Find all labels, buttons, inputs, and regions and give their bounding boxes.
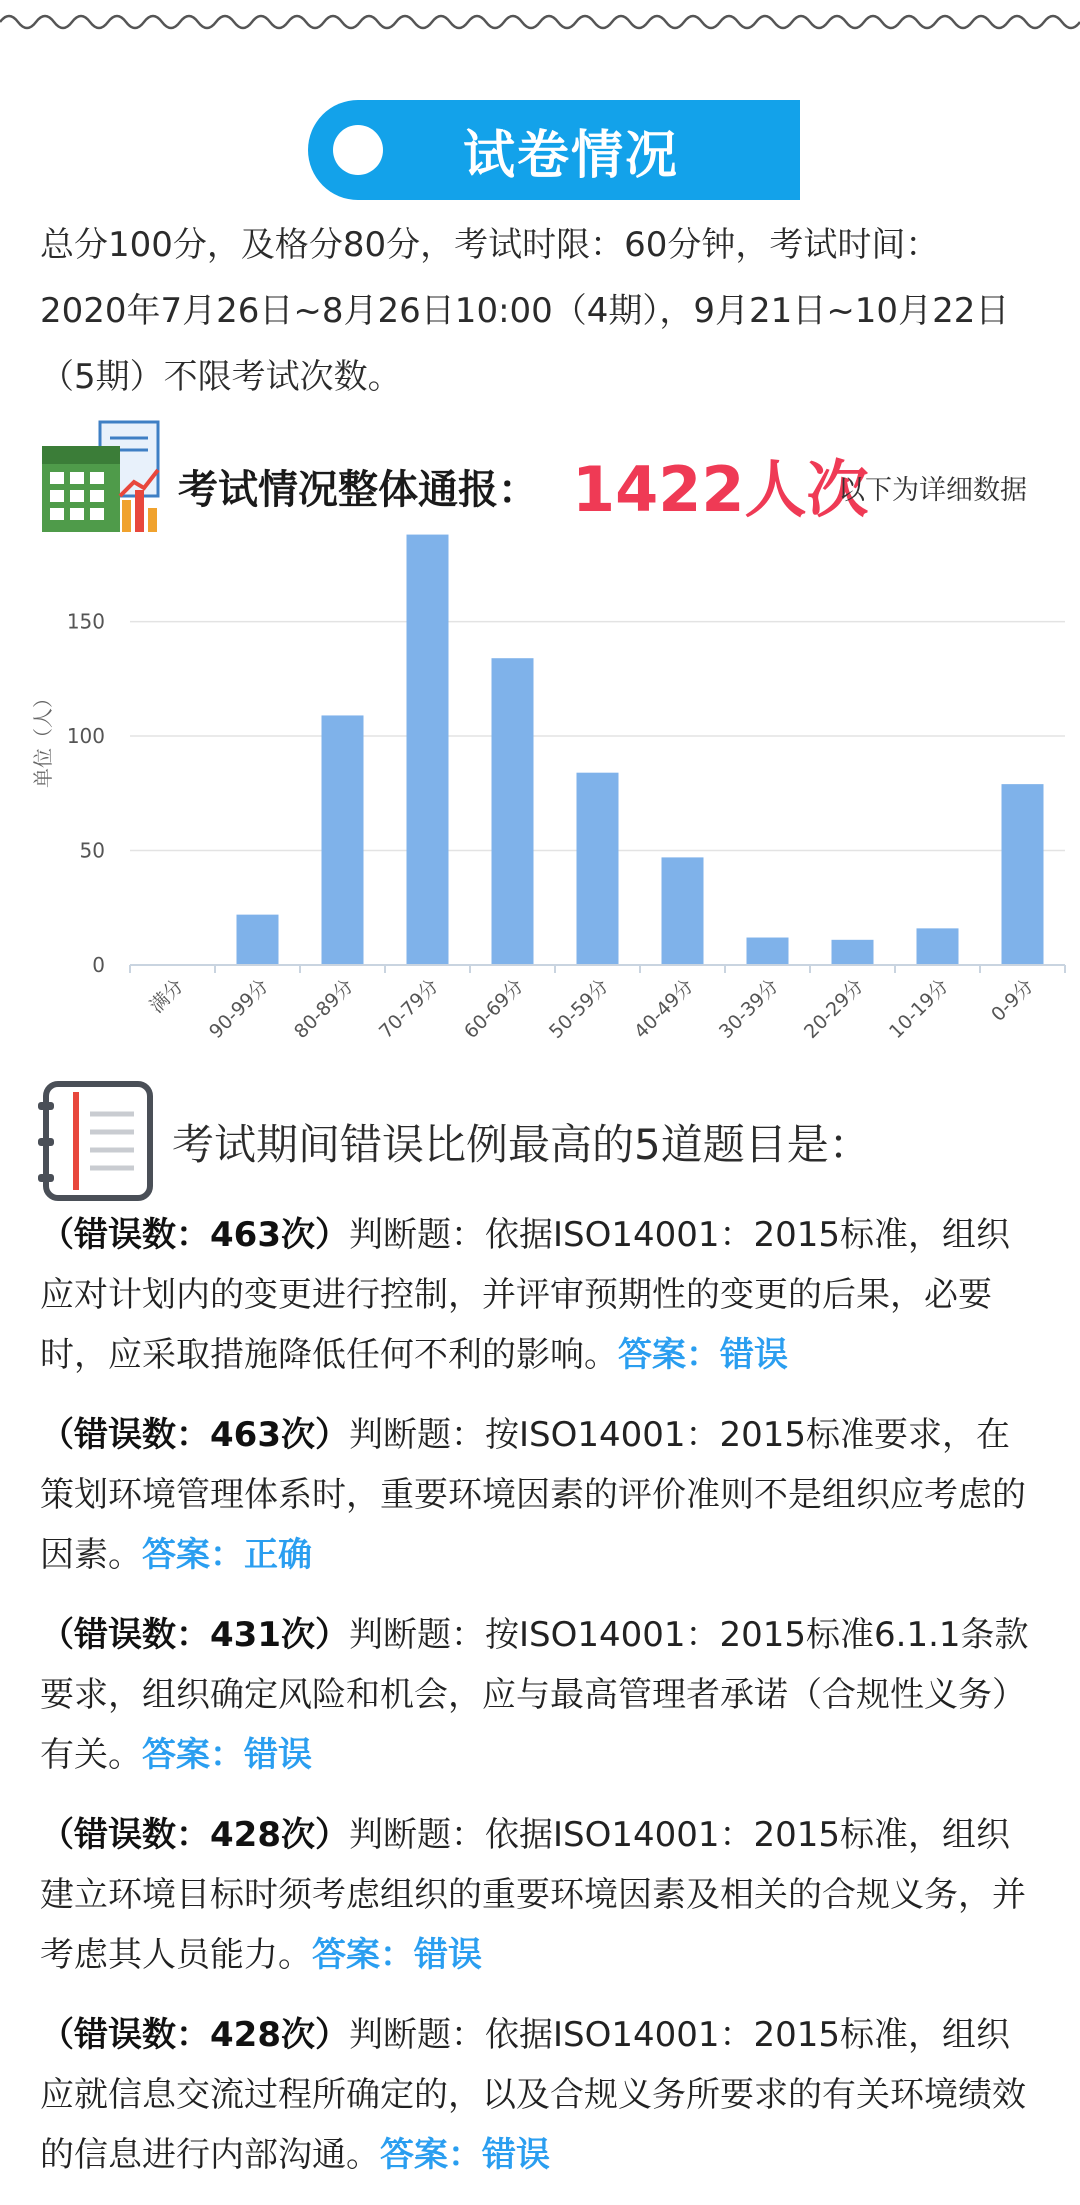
section-title: 试卷情况	[463, 124, 680, 186]
wavy-border	[0, 0, 1080, 45]
x-tick-label: 70-79分	[374, 974, 444, 1044]
top-wrong-questions	[40, 1205, 1040, 2205]
question-text: 判断题：按ISO14001：2015标准6.1.1条款要求，组织确定风险和机会，应与最高管理者承诺（合规性义务）有关。	[40, 1615, 1029, 1775]
question-text: 判断题：依据ISO14001：2015标准，组织应就信息交流过程所确定的，以及合规义务所要求的有关环境绩效的信息进行内部沟通。	[40, 2015, 1026, 2175]
intro-line: （5期）不限考试次数。	[40, 357, 402, 397]
question-text: 判断题：依据ISO14001：2015标准，组织应对计划内的变更进行控制，并评审预期性的变更的后果，必要时，应采取措施降低任何不利的影响。	[40, 1215, 1011, 1375]
x-axis	[130, 965, 1065, 973]
y-tick-label: 150	[66, 609, 105, 634]
x-tick-label: 50-59分	[544, 974, 614, 1044]
x-tick-label: 20-29分	[799, 974, 869, 1044]
question-text: 判断题：按ISO14001：2015标准要求，在策划环境管理体系时，重要环境因素的评价准则不是组织应考虑的因素。	[40, 1415, 1026, 1575]
y-tick-label: 100	[66, 724, 105, 749]
y-tick-label: 50	[79, 838, 105, 863]
x-tick-label: 80-89分	[289, 974, 359, 1044]
section-title-banner	[308, 100, 800, 200]
bar	[322, 715, 364, 965]
stat-label: 考试情况整体通报：	[178, 467, 538, 513]
x-tick-label: 40-49分	[629, 974, 699, 1044]
error-count: （错误数：428次）	[40, 2015, 349, 2055]
answer-text: 答案：错误	[312, 1935, 482, 1975]
y-tick-label: 0	[92, 953, 105, 977]
error-count: （错误数：431次）	[40, 1615, 349, 1655]
bar	[577, 773, 619, 965]
bar	[407, 535, 449, 965]
intro-line: 2020年7月26日~8月26日10:00（4期），9月21日~10月22日	[40, 291, 1010, 331]
x-tick-label: 30-39分	[714, 974, 784, 1044]
spreadsheet-report-icon	[40, 420, 162, 534]
answer-text: 答案：错误	[142, 1735, 312, 1775]
x-tick-label: 60-69分	[459, 974, 529, 1044]
bar	[237, 915, 279, 965]
stat-note: 以下为详细数据	[838, 475, 1027, 506]
bar	[1002, 784, 1044, 965]
stat-value: 1422人次	[572, 453, 869, 526]
intro-line: 总分100分，及格分80分，考试时限：60分钟，考试时间：	[40, 225, 940, 265]
question-item	[40, 1805, 1040, 1985]
question-text: 判断题：依据ISO14001：2015标准，组织建立环境目标时须考虑组织的重要环境因素及相关的合规义务，并考虑其人员能力。	[40, 1815, 1026, 1975]
bar	[747, 938, 789, 965]
notebook-icon	[38, 1080, 158, 1204]
questions-heading: 考试期间错误比例最高的5道题目是：	[172, 1120, 871, 1169]
x-tick-label: 满分	[145, 974, 189, 1018]
overall-stat	[40, 420, 1060, 540]
bar	[832, 940, 874, 965]
question-item	[40, 1405, 1040, 1585]
exam-intro	[40, 212, 1050, 410]
circle-icon	[333, 125, 383, 175]
error-count: （错误数：463次）	[40, 1415, 349, 1455]
answer-text: 答案：错误	[380, 2135, 550, 2175]
answer-text: 答案：错误	[618, 1335, 788, 1375]
error-count: （错误数：463次）	[40, 1215, 349, 1255]
bar	[662, 857, 704, 965]
y-axis-ticks	[67, 610, 105, 977]
error-count: （错误数：428次）	[40, 1815, 349, 1855]
y-axis-label: 单位（人）	[31, 688, 55, 788]
question-item	[40, 1605, 1040, 1785]
x-tick-label: 0-9分	[987, 974, 1039, 1026]
question-item	[40, 2005, 1040, 2185]
answer-text: 答案：正确	[142, 1535, 312, 1575]
bar	[917, 928, 959, 965]
score-distribution-chart	[0, 530, 1080, 1050]
bar	[492, 658, 534, 965]
x-tick-label: 90-99分	[204, 974, 274, 1044]
x-tick-label: 10-19分	[884, 974, 954, 1044]
question-item	[40, 1205, 1040, 1385]
x-axis-labels	[146, 975, 1038, 1043]
chart-bars	[237, 535, 1044, 965]
